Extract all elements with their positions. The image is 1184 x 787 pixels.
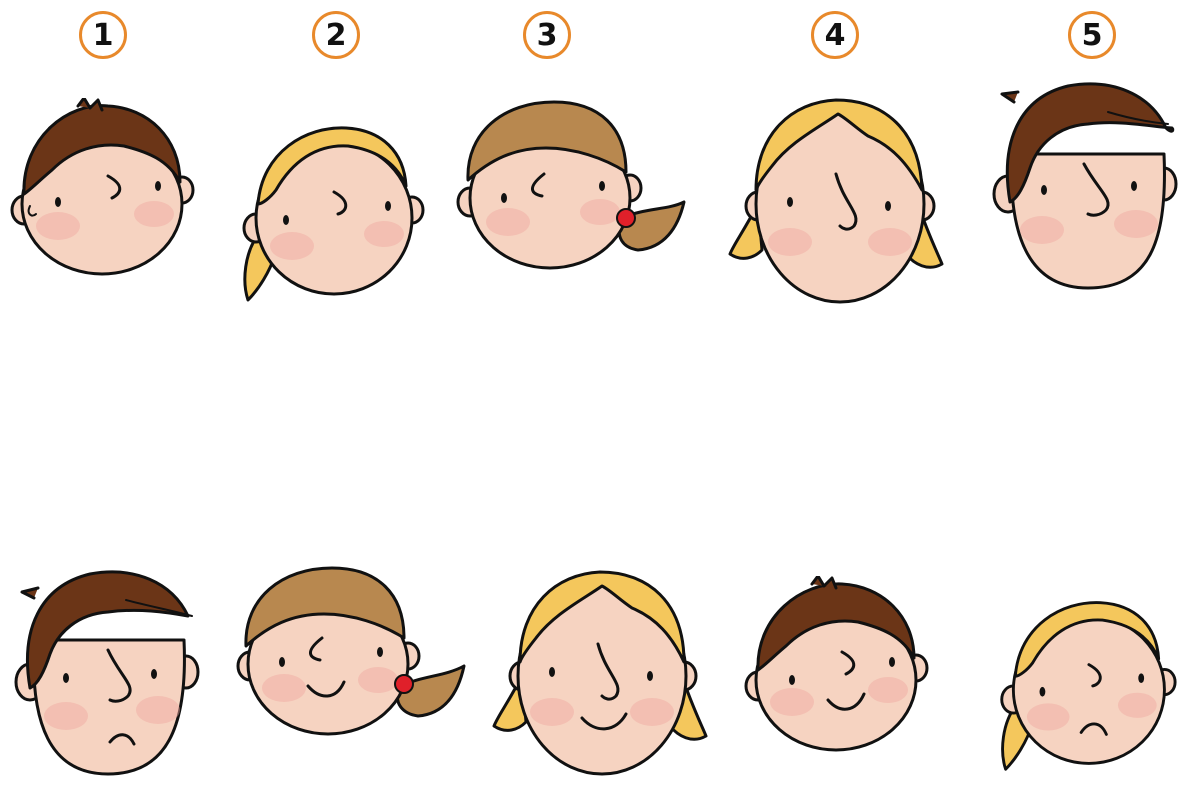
face-top-3: [454, 98, 694, 278]
face-bottom-1: [8, 564, 204, 784]
face-top-1: [8, 98, 198, 278]
number-badge-1: 1: [79, 11, 127, 59]
number-badge-2: 2: [312, 11, 360, 59]
face-bottom-4: [740, 576, 934, 756]
face-top-2: [236, 122, 426, 302]
face-top-4: [728, 94, 948, 308]
number-badge-4: 4: [811, 11, 859, 59]
face-bottom-3: [492, 566, 712, 780]
number-badge-3: 3: [523, 11, 571, 59]
face-bottom-5: [994, 594, 1178, 774]
face-top-5: [988, 74, 1184, 294]
face-bottom-2: [232, 564, 472, 744]
number-badge-5: 5: [1068, 11, 1116, 59]
